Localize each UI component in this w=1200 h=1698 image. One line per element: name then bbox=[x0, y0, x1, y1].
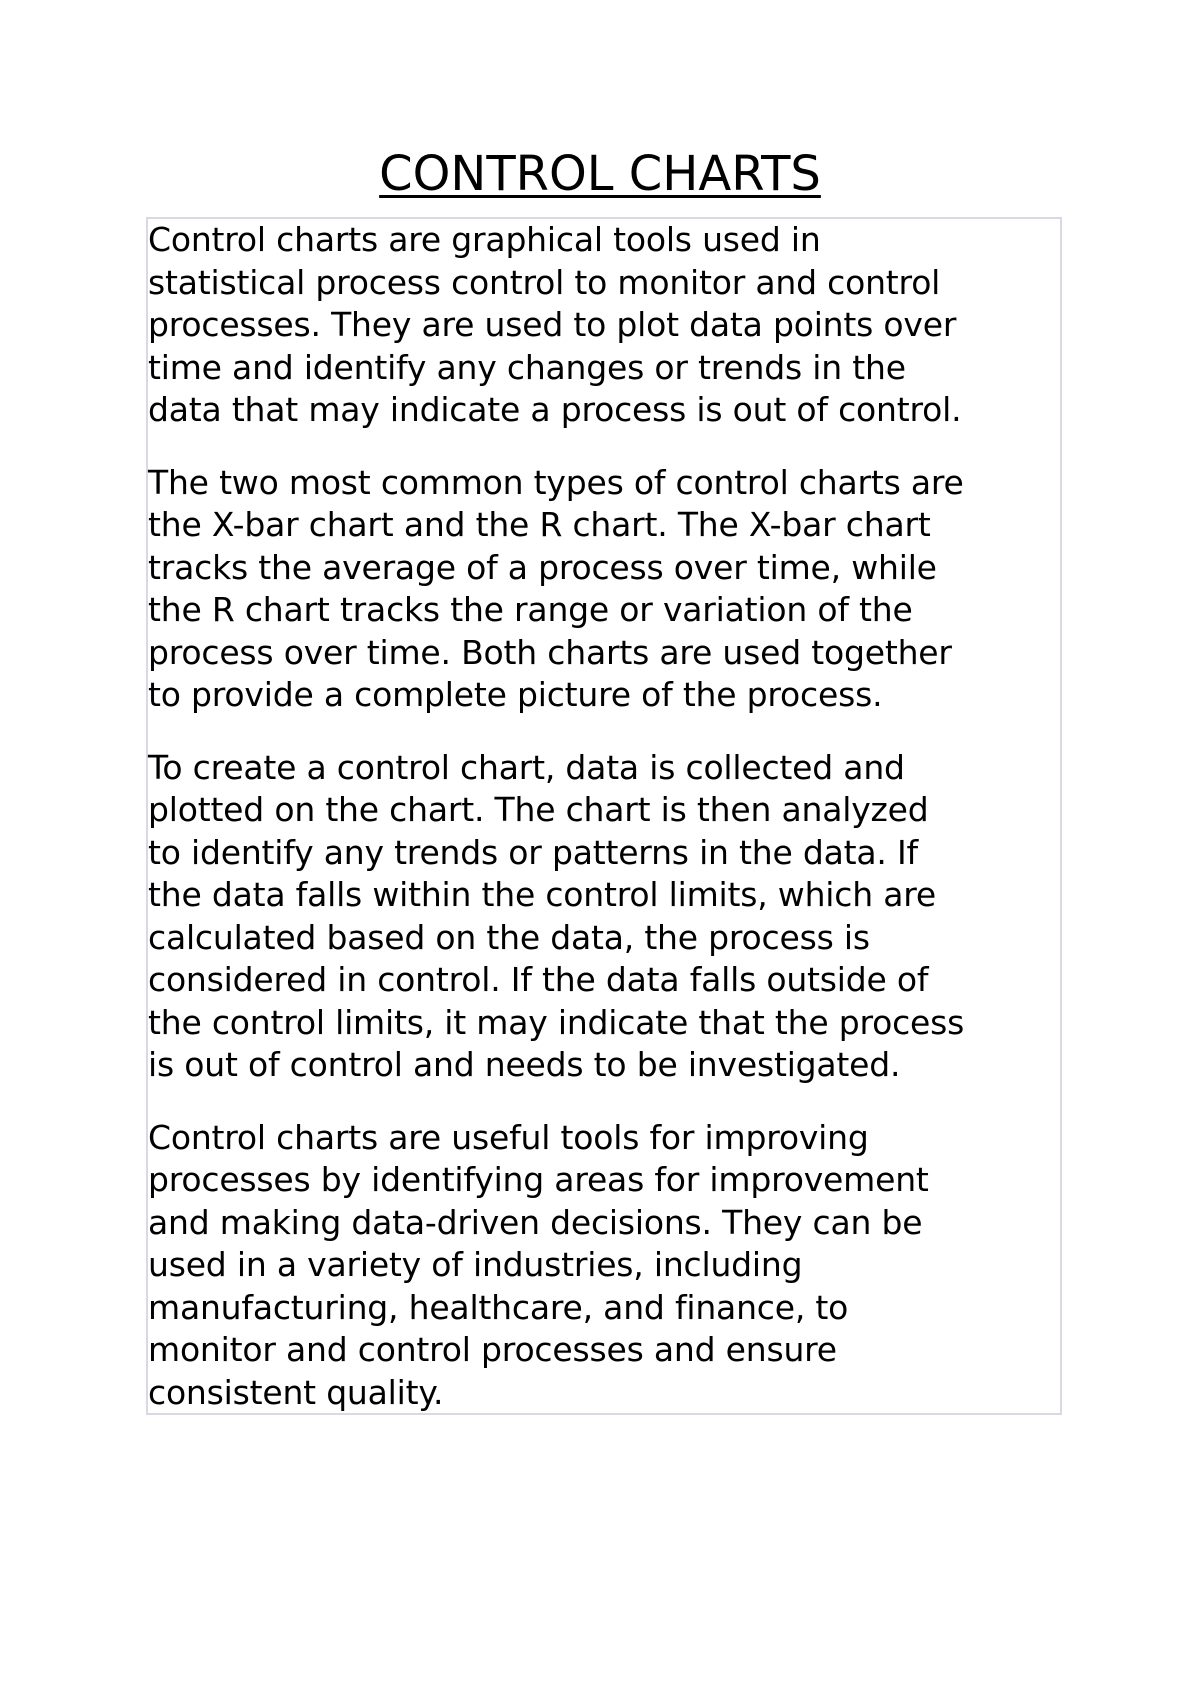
paragraph-2: The two most common types of control charts are the X-bar chart and the R chart. The X-bar chart tracks the average of a process over time, while the R chart tracks the range or variation of the process over time. Both charts are used together to provide a complete picture of the process. bbox=[148, 462, 964, 714]
paragraph-4: Control charts are useful tools for improving processes by identifying areas for improvement and making data-driven decisions. They can be used in a variety of industries, including manufacturing, healthcare, and finance, to monitor and control processes and ensure consistent quality. bbox=[148, 1117, 929, 1412]
paragraph-3: To create a control chart, data is collected and plotted on the chart. The chart is then analyzed to identify any trends or patterns in the data. If the data falls within the control limits, which are calculated based on the data, the process is considered in control. If the data falls outside of the control limits, it may indicate that the process is out of control and needs to be investigated. bbox=[148, 747, 965, 1084]
page-title-text: CONTROL CHARTS bbox=[379, 146, 821, 202]
page-title bbox=[0, 146, 1200, 202]
text-box bbox=[146, 217, 1062, 1415]
paragraph-1: Control charts are graphical tools used in statistical process control to monitor and control processes. They are used to plot data points over time and identify any changes or trends in the data that may indicate a process is out of control. bbox=[148, 220, 962, 429]
